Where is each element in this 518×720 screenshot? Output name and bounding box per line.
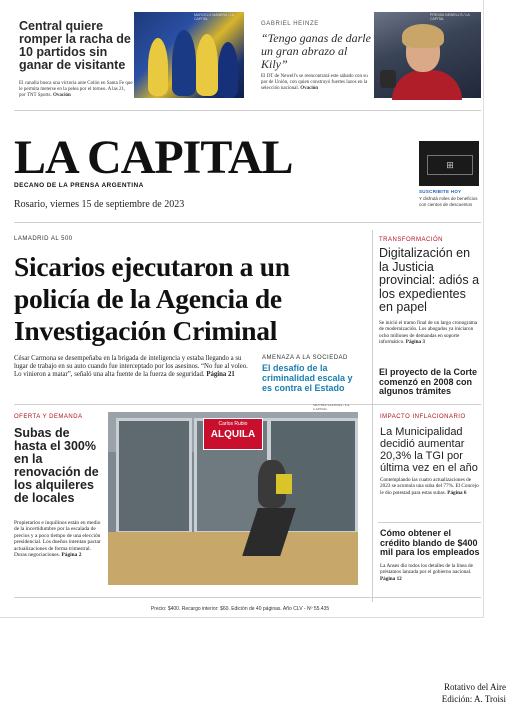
football-photo-caption: MARCELO MANERA / LA CAPITAL (194, 13, 235, 21)
card-icon: ⊞ (427, 155, 473, 175)
top-right-kicker: GABRIEL HEINZE (261, 21, 319, 27)
storefront-photo-caption: SILVINA SALINAS / LA CAPITAL (313, 403, 350, 411)
amenaza-headline[interactable]: El desafío de la criminalidad escala y es contra el Estado (262, 363, 353, 393)
oferta-kicker: OFERTA Y DEMANDA (14, 414, 83, 420)
transformacion-body: Se inició el tramo final de un largo cronograma de modernización. Los abogados ya iniciaron ocho millones de demandas en soporte informático. Página 3 (379, 320, 478, 345)
transformacion-subheadline[interactable]: El proyecto de la Corte comenzó en 2008 con algunos trámites (379, 367, 478, 396)
impacto-headline[interactable]: La Municipalidad decidió aumentar 20,3% la TGI por última vez en el año (380, 426, 478, 474)
coach-hair (402, 24, 444, 48)
player-figure (172, 30, 196, 96)
oferta-body: Propietarios e inquilinos están en medio de la incertidumbre por la escalada de precios y a poco tiempo de una elección presidencial. Los dueños intentan pactar actualizaciones de forma trimestral. Duras negociaciones. Página 2 (14, 520, 101, 559)
column-divider (372, 230, 373, 602)
credit-line-2: Edición: A. Troisi (441, 694, 506, 704)
top-left-headline[interactable]: Central quiere romper la racha de 10 partidos sin ganar de visitante (19, 19, 131, 72)
coach-body (392, 70, 462, 100)
divider (14, 222, 481, 223)
divider (14, 110, 481, 111)
player-figure (196, 34, 218, 96)
transformacion-headline[interactable]: Digitalización en la Justicia provincial: adiós a los expedientes en papel (379, 246, 480, 314)
coach-photo-caption: PRENSA NEWELL'S / LA CAPITAL (430, 13, 470, 21)
player-figure (148, 38, 168, 96)
credito-page: Página 12 (380, 575, 402, 582)
coach-photo[interactable] (374, 12, 481, 98)
top-right-text: El DT de Newell's se reencontrará este sábado con su par de Unión, con quien construyó fuertes lazos en la selección nacional. Ovación (261, 74, 368, 91)
credito-body: La Anses dio todos los detalles de la línea de préstamos lanzada por el gobierno nacional. Página 12 (380, 563, 473, 582)
lead-body: César Carmona se desempeñaba en la brigada de inteligencia y estaba llegando a su lugar de trabajo en su auto cuando fue interceptado por los asesinos. “No fue al voleo. Lo vinieron a matar”, señaló una alta fuente de la fuerza de seguridad. Página 21 (14, 355, 248, 378)
player-figure (218, 42, 238, 98)
promo-label[interactable]: SUSCRIBITE HOY (419, 189, 462, 194)
credito-headline[interactable]: Cómo obtener el crédito blando de $400 mil para los empleados (380, 528, 480, 557)
impacto-body: Contemplando las cuatro actualizaciones de 2023 se acumula una suba del 77%. El Concejo le dio potestad para estas subas. Página 6 (380, 477, 479, 496)
lead-page: Página 21 (206, 371, 235, 378)
oferta-headline[interactable]: Subas de hasta el 300% en la renovación de los alquileres de locales (14, 426, 99, 505)
divider (378, 522, 481, 523)
transformacion-kicker: TRANSFORMACIÓN (379, 237, 443, 243)
store-window (116, 418, 192, 534)
oferta-page: Página 2 (61, 552, 82, 559)
sidewalk (108, 532, 358, 585)
top-left-text: El canalla busca una victoria ante Colón en Santa Fe que le permita meterse en la pelea por el torneo. A las 21, por TNT Sports. Ovación (19, 81, 133, 98)
microphone-icon (380, 70, 396, 88)
impacto-kicker: IMPACTO INFLACIONARIO (380, 414, 466, 420)
divider (14, 404, 481, 405)
transformacion-page: Página 3 (405, 338, 425, 345)
promo-text: Y disfrutá miles de beneficios con cientos de descuentos (419, 196, 478, 207)
price-footer: Precio: $400. Recargo interior: $60. Edición de 40 páginas. Año CLV - Nº 55.435 (150, 606, 330, 612)
pedestrian-jacket (276, 474, 292, 494)
impacto-page: Página 6 (447, 489, 467, 496)
football-photo[interactable] (134, 12, 244, 98)
top-right-headline[interactable]: “Tengo ganas de darle un gran abrazo al Kily” (261, 31, 371, 71)
credit-line-1: Rotativo del Aire (444, 682, 506, 692)
amenaza-kicker: AMENAZA A LA SOCIEDAD (262, 355, 348, 361)
storefront-photo[interactable] (108, 403, 358, 585)
lead-kicker: LAMADRID AL 500 (14, 236, 73, 242)
masthead-logo[interactable]: LA CAPITAL (14, 131, 293, 184)
edition-credit (396, 681, 506, 705)
promo-image[interactable] (419, 141, 479, 186)
rent-sign: Carlos Rubio ALQUILA (203, 418, 263, 450)
top-right-section: Ovación (300, 86, 319, 91)
masthead-tagline: DECANO DE LA PRENSA ARGENTINA (14, 182, 144, 189)
divider (14, 597, 481, 598)
top-left-section: Ovación (52, 93, 71, 98)
edition-date: Rosario, viernes 15 de septiembre de 2023 (14, 199, 185, 210)
lead-headline[interactable]: Sicarios ejecutaron a un policía de la Agencia de Investigación Criminal (14, 251, 290, 346)
